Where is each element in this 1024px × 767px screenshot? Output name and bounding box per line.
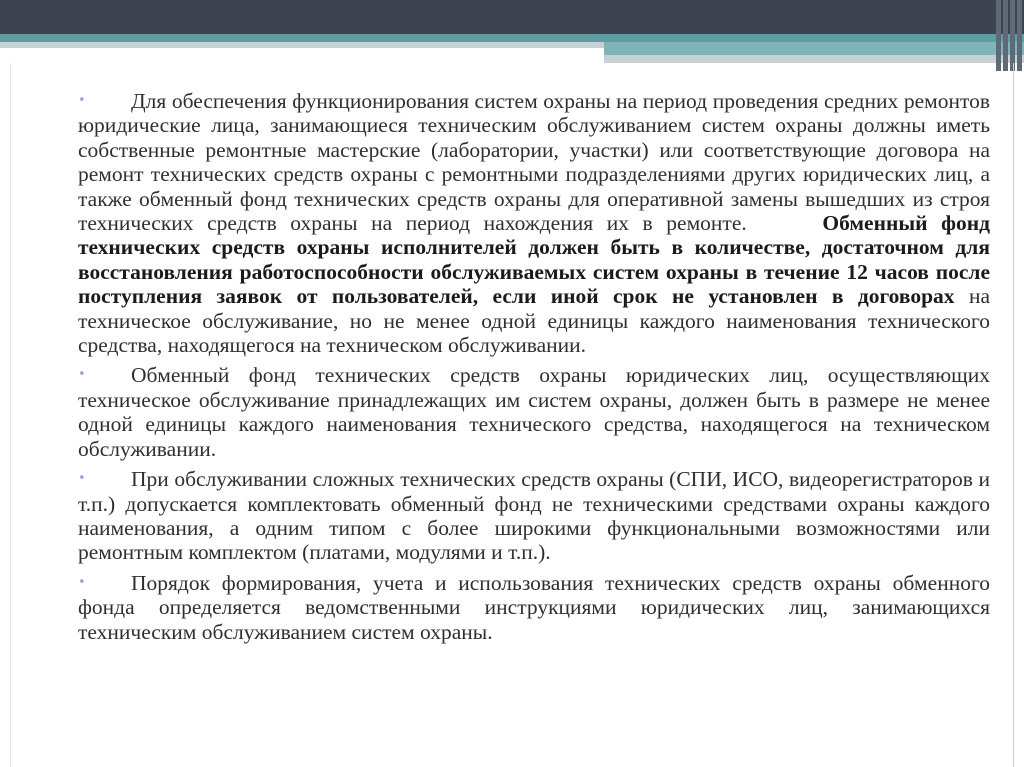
paragraph-text: Обменный фонд технических средств охраны юридических лиц, осуществляющих техническое обслуживание принадлежащих им систем охраны, должен быть в размере не менее одной единицы каждого наименования технического средства, находящегося на техническом обслуживании.: [78, 363, 990, 461]
paragraph-bold-text: Обменный фонд технических средств охраны исполнителей должен быть в количестве, достаточном для восстановления работоспособности обслуживаемых систем охраны в течение 12 часов после поступления заявок от пользователей, если иной срок не установлен в договорах: [78, 211, 990, 309]
header-bar: [0, 0, 1024, 34]
bullet-icon: •: [78, 367, 86, 383]
edge-stripe-4: [1017, 0, 1022, 71]
paragraph-text: Для обеспечения функционирования систем охраны на период проведения средних ремонтов юридические лица, занимающиеся техническим обслуживанием систем охраны должны иметь собственные ремонтные мастерские (лаборатории, участки) или соответствующие договора на ремонт технических средств охраны с ремонтными подразделениями других юридических лиц, а также обменный фонд технических средств охраны для оперативной замены вышедших из строя технических средств охраны на период нахождения их в ремонте.: [78, 89, 990, 236]
edge-stripe-3: [1010, 0, 1015, 71]
paragraph-tail-text: на техническое обслуживание, но не менее одной единицы каждого наименования технического средства, находящегося на техническом обслуживании.: [78, 284, 990, 358]
paragraph-text: Порядок формирования, учета и использования технических средств охраны обменного фонда определяется ведомственными инструкциями юридических лиц, занимающихся техническим обслуживанием систем охраны.: [78, 570, 990, 644]
list-item: [78, 363, 990, 461]
header-right-accent: [604, 42, 1024, 55]
header-accent-bar: [0, 34, 1024, 42]
edge-stripe-1: [996, 0, 1001, 71]
slide-right-border: [1013, 63, 1014, 767]
slide-left-border: [10, 63, 11, 767]
paragraph: [78, 363, 990, 461]
header-right-stripe: [604, 55, 1024, 63]
list-item: [78, 571, 990, 644]
paragraph: [78, 571, 990, 644]
edge-stripe-2: [1003, 0, 1008, 71]
paragraph-text: При обслуживании сложных технических средств охраны (СПИ, ИСО, видеорегистраторов и т.п.) допускается комплектовать обменный фонд не техническими средствами охраны каждого наименования, а одним типом с более широкими функциональными возможностями или ремонтным комплектом (платами, модулями и т.п.).: [78, 467, 990, 565]
bullet-icon: •: [78, 471, 86, 487]
list-item: [78, 467, 990, 565]
bullet-icon: •: [78, 93, 86, 108]
slide-body: [78, 89, 990, 644]
bullet-icon: •: [78, 574, 86, 590]
paragraph: [78, 467, 990, 565]
list-item: [78, 89, 990, 357]
paragraph: [78, 89, 990, 357]
